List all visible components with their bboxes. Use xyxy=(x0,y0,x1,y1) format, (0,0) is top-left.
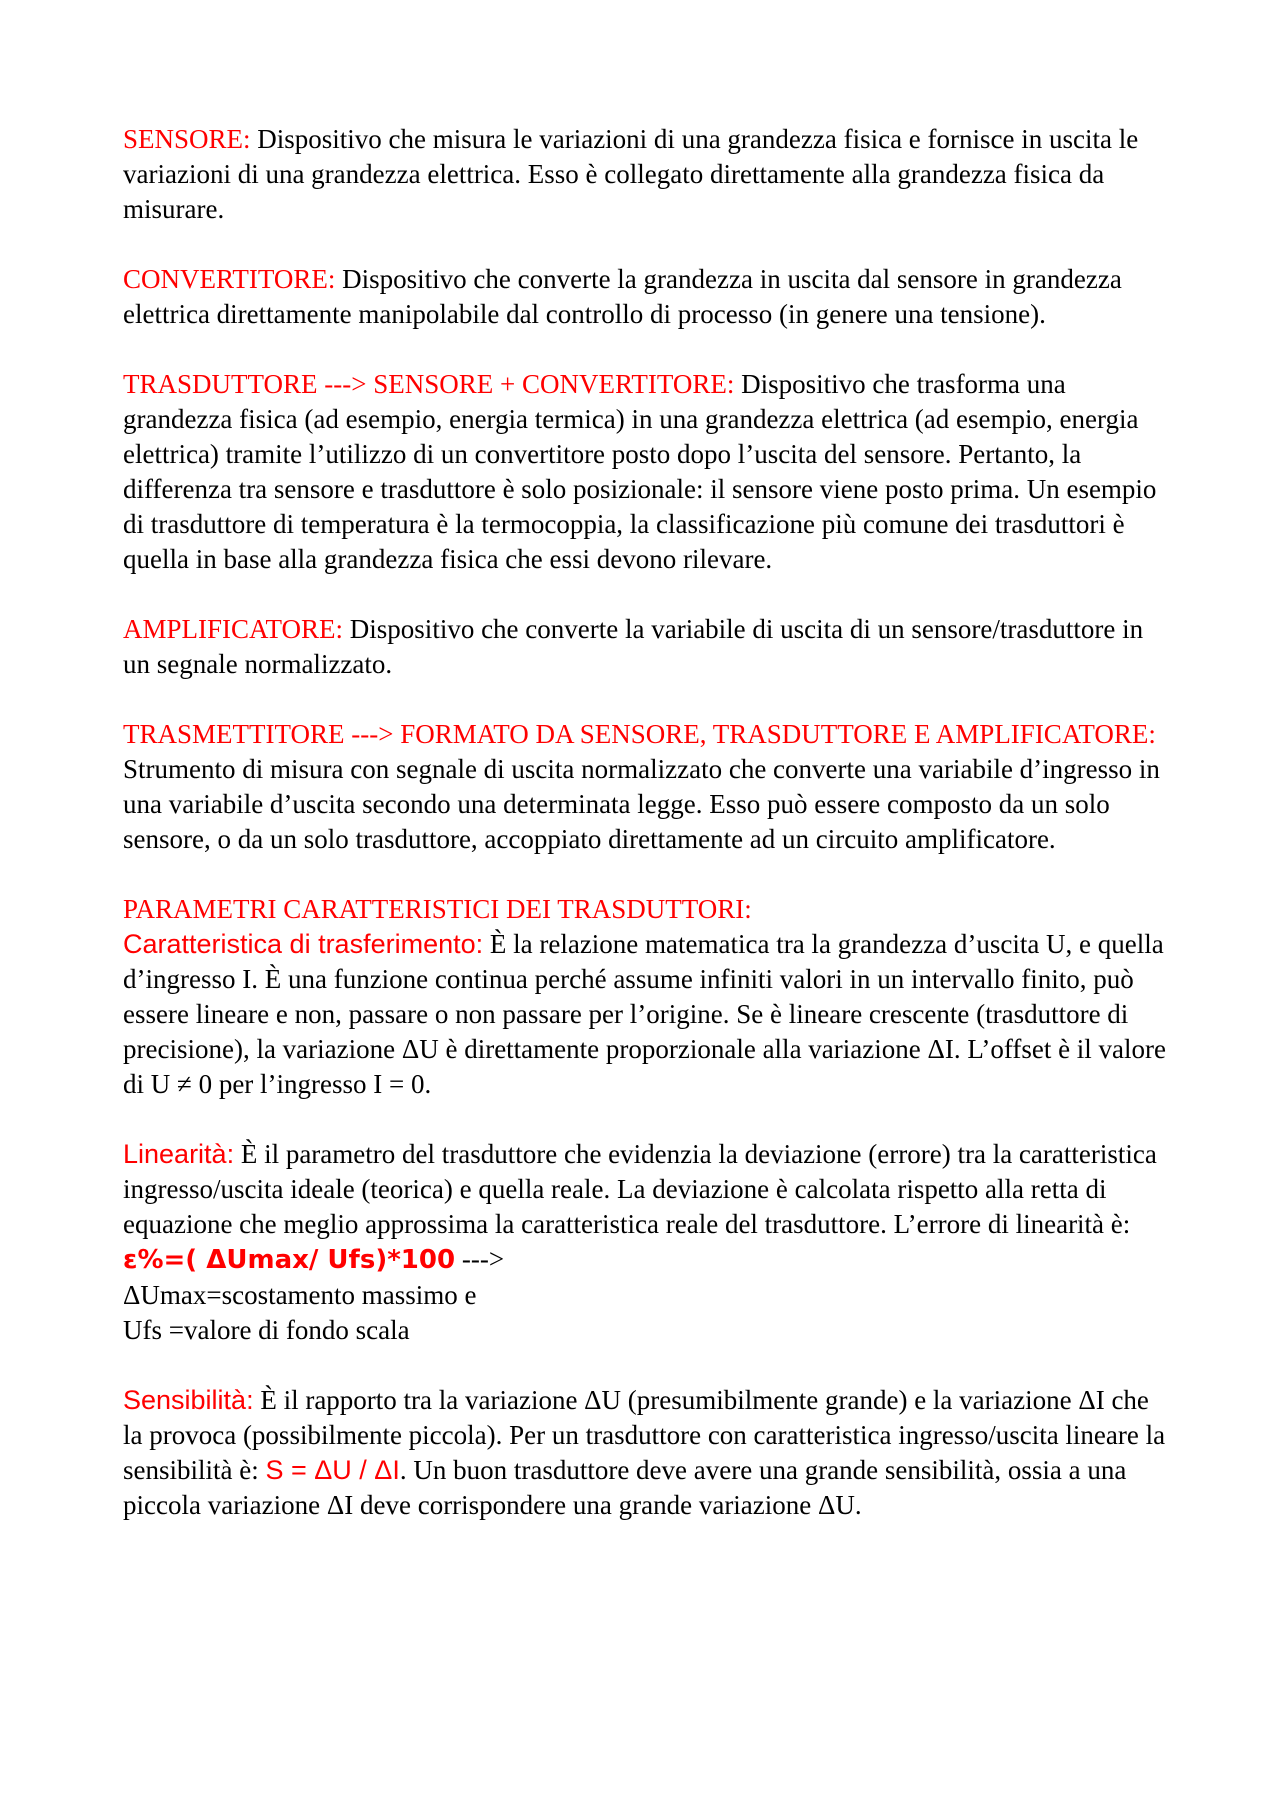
paragraph-linearita xyxy=(123,1137,1173,1348)
paragraph-trasduttore xyxy=(123,367,1173,577)
paragraph-sensibilita xyxy=(123,1383,1173,1523)
term-trasduttore: TRASDUTTORE ---> SENSORE + CONVERTITORE: xyxy=(123,369,735,399)
paragraph-sensore xyxy=(123,122,1173,227)
definition-sensibilita-part1: È il rapporto tra la variazione ΔU (presumibilmente grande) e la variazione ΔI che la provoca (possibilmente piccola). Per un trasduttore con caratteristica ingresso/uscita lineare la sensibilità è: xyxy=(123,1385,1166,1485)
formula-errore-linearita: ε%=( ΔUmax/ Ufs)*100 xyxy=(123,1245,456,1275)
definition-convertitore: Dispositivo che converte la grandezza in uscita dal sensore in grandezza elettrica direttamente manipolabile dal controllo di processo (in genere una tensione). xyxy=(123,264,1122,329)
definition-trasduttore: Dispositivo che trasforma una grandezza fisica (ad esempio, energia termica) in una grandezza elettrica (ad esempio, energia elettrica) tramite l’utilizzo di un convertitore posto dopo l’uscita del sensore. Pertanto, la differenza tra sensore e trasduttore è solo posizionale: il sensore viene posto prima. Un esempio di trasduttore di temperatura è la termocoppia, la classificazione più comune dei trasduttori è quella in base alla grandezza fisica che essi devono rilevare. xyxy=(123,369,1157,574)
legend-delta-umax: ΔUmax=scostamento massimo e xyxy=(123,1280,477,1310)
term-caratteristica-trasferimento: Caratteristica di trasferimento: xyxy=(123,929,484,959)
term-convertitore: CONVERTITORE: xyxy=(123,264,336,294)
formula-sensibilita: S = ΔU / ΔI xyxy=(265,1455,400,1485)
term-linearita: Linearità: xyxy=(123,1139,235,1169)
section-heading-parametri: PARAMETRI CARATTERISTICI DEI TRASDUTTORI: xyxy=(123,894,752,924)
term-amplificatore: AMPLIFICATORE: xyxy=(123,614,344,644)
term-sensore: SENSORE: xyxy=(123,124,251,154)
arrow-linearita: ---> xyxy=(455,1244,505,1274)
definition-sensibilita-part2: . Un buon trasduttore deve avere una grande sensibilità, ossia a una piccola variazione ΔI deve corrispondere una grande variazione ΔU. xyxy=(123,1455,1127,1520)
definition-linearita: È il parametro del trasduttore che evidenzia la deviazione (errore) tra la caratteristica ingresso/uscita ideale (teorica) e quella reale. La deviazione è calcolata rispetto alla retta di equazione che meglio approssima la caratteristica reale del trasduttore. L’errore di linearità è: xyxy=(123,1139,1157,1239)
term-trasmettitore: TRASMETTITORE ---> FORMATO DA SENSORE, TRASDUTTORE E AMPLIFICATORE: xyxy=(123,719,1156,749)
paragraph-trasmettitore xyxy=(123,717,1173,857)
definition-trasmettitore: Strumento di misura con segnale di uscita normalizzato che converte una variabile d’ingresso in una variabile d’uscita secondo una determinata legge. Esso può essere composto da un solo sensore, o da un solo trasduttore, accoppiato direttamente ad un circuito amplificatore. xyxy=(123,754,1160,854)
paragraph-convertitore xyxy=(123,262,1173,332)
paragraph-parametri xyxy=(123,892,1173,1102)
legend-ufs: Ufs =valore di fondo scala xyxy=(123,1315,410,1345)
definition-sensore: Dispositivo che misura le variazioni di una grandezza fisica e fornisce in uscita le variazioni di una grandezza elettrica. Esso è collegato direttamente alla grandezza fisica da misurare. xyxy=(123,124,1139,224)
term-sensibilita: Sensibilità: xyxy=(123,1385,254,1415)
definition-caratteristica-trasferimento: È la relazione matematica tra la grandezza d’uscita U, e quella d’ingresso I. È una funzione continua perché assume infiniti valori in un intervallo finito, può essere lineare e non, passare o non passare per l’origine. Se è lineare crescente (trasduttore di precisione), la variazione ΔU è direttamente proporzionale alla variazione ΔI. L’offset è il valore di U ≠ 0 per l’ingresso I = 0. xyxy=(123,929,1167,1099)
definition-amplificatore: Dispositivo che converte la variabile di uscita di un sensore/trasduttore in un segnale normalizzato. xyxy=(123,614,1144,679)
document-page xyxy=(123,122,1173,1523)
paragraph-amplificatore xyxy=(123,612,1173,682)
